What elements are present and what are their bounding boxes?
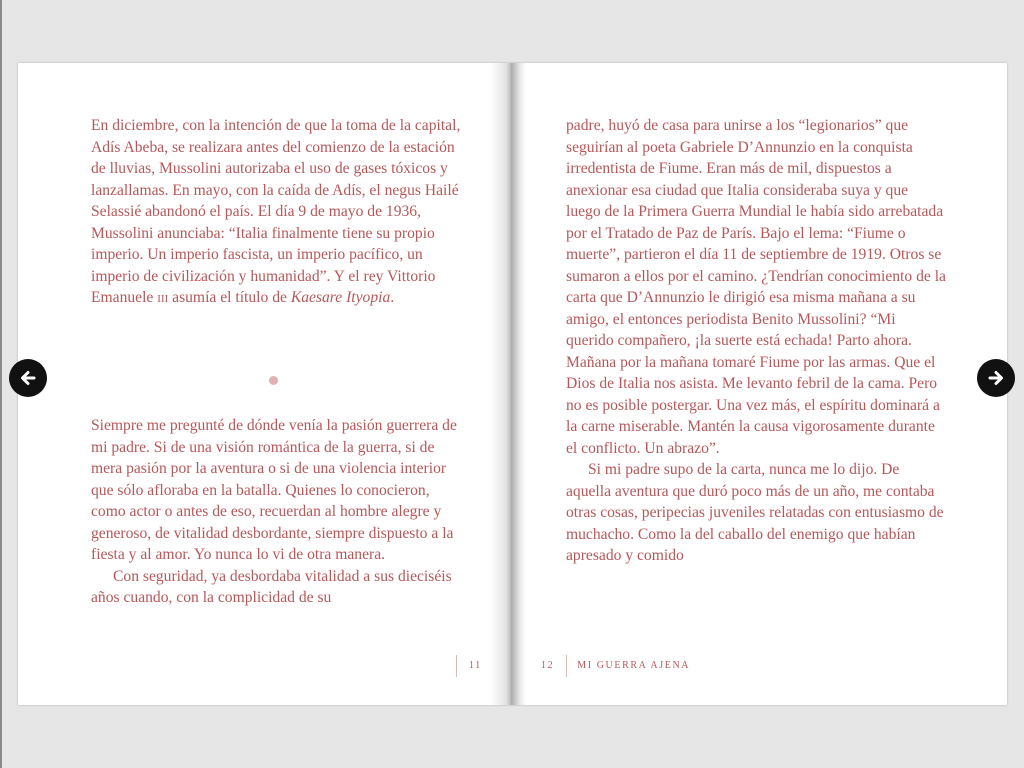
paragraph: Con seguridad, ya desbordaba vitalidad a sus dieciséis años cuando, con la complicidad de su <box>91 567 452 606</box>
next-page-button[interactable] <box>977 359 1015 397</box>
section-break-dot-icon <box>269 376 278 385</box>
left-page-text-bottom <box>91 415 463 609</box>
left-page-gutter-shadow <box>490 63 512 705</box>
running-footer <box>541 655 690 677</box>
paragraph: padre, huyó de casa para unirse a los “legionarios” que seguirían al poeta Gabriele D’Annunzio en la conquista irredentista de Fiume. Eran más de mil, dispuestos a anexionar esa ciudad que Italia consideraba suya y que luego de la Primera Guerra Mundial le había sido arrebatada por el Tratado de Paz de París. Bajo el lema: “Fiume o muerte”, partieron el día 11 de septiembre de 1919. Otros se sumaron a ellos por el camino. ¿Tendrían conocimiento de la carta que D’Annunzio le dirigió esa misma mañana a su amigo, el entonces periodista Benito Mussolini? “Mi querido compañero, ¡la suerte está echada! Parto ahora. Mañana por la mañana tomaré Fiume por las armas. Que el Dios de Italia nos asista. Me levanto febril de la cama. Pero no es posible postergar. Una vez más, el espíritu dominará a la carne miserable. Mantén la causa vigorosamente durante el conflicto. Un abrazo”. <box>566 117 946 457</box>
book-spread <box>18 63 1007 705</box>
right-page-gutter-shadow <box>512 63 526 705</box>
arrow-left-icon <box>18 368 38 388</box>
italic-title: Kaesare Ityopia <box>290 289 391 306</box>
paragraph: Si mi padre supo de la carta, nunca me lo dijo. De aquella aventura que duró poco más de un año, me contaba otras cosas, peripecias juveniles relatadas con entusiasmo de muchacho. Como la del caballo del enemigo que habían apresado y comido <box>566 461 944 564</box>
paragraph: En diciembre, con la intención de que la toma de la capital, Adís Abeba, se realizara antes del comienzo de la estación de lluvias, Mussolini autorizaba el uso de gases tóxicos y lanzallamas. En mayo, con la caída de Adís, el negus Hailé Selassié abandonó el país. El día 9 de mayo de 1936, Mussolini anunciaba: “Italia finalmente tiene su propio imperio. Un imperio fascista, un imperio pacífico, un imperio de civilización y humanidad”. Y el rey Vittorio Emanuele iii asumía el título de Kaesare Ityopia. <box>91 117 461 306</box>
arrow-right-icon <box>986 368 1006 388</box>
window-edge <box>0 0 2 768</box>
paragraph: Siempre me pregunté de dónde venía la pasión guerrera de mi padre. Si de una visión romántica de la guerra, si de mera pasión por la aventura o si de una violencia interior que sólo afloraba en la batalla. Quienes lo conocieron, como actor o antes de eso, recuerdan al hombre alegre y generoso, de vitalidad desbordante, siempre dispuesto a la fiesta y al amor. Yo nunca lo vi de otra manera. <box>91 417 457 563</box>
page-number-right: 12 <box>541 655 567 677</box>
running-head: MI GUERRA AJENA <box>577 660 691 671</box>
left-page <box>18 63 512 705</box>
left-page-text-top <box>91 115 463 309</box>
right-page-text <box>566 115 946 567</box>
regnal-numeral: iii <box>157 289 169 306</box>
right-page <box>512 63 1007 705</box>
page-number-left: 11 <box>456 655 482 677</box>
previous-page-button[interactable] <box>9 359 47 397</box>
